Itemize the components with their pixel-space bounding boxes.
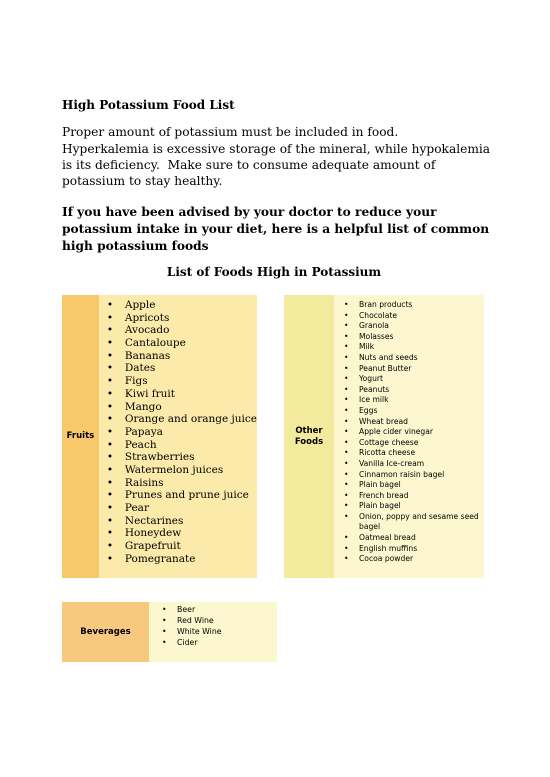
bullet-icon: • <box>106 299 114 311</box>
bullet-icon: • <box>106 324 114 337</box>
list-item-text: Ice milk <box>359 395 389 405</box>
list-item-text: Raisins <box>124 476 164 489</box>
list-item <box>344 332 484 343</box>
bullet-icon: • <box>344 321 349 331</box>
list-item <box>344 374 484 385</box>
list-item-text: Cocoa powder <box>359 554 414 564</box>
doctor-advice-paragraph: If you have been advised by your doctor to reduce your potassium intake in your diet, here is a helpful list of common high potassium foods <box>62 205 490 253</box>
list-item-text: Apricots <box>124 311 170 324</box>
list-item <box>344 364 484 375</box>
list-item-text: Cinnamon raisin bagel <box>359 469 445 479</box>
list-item-text: Vanilla Ice-cream <box>359 458 425 468</box>
bullet-icon: • <box>106 337 114 350</box>
list-item <box>107 451 257 464</box>
list-item-text: Kiwi fruit <box>124 387 176 400</box>
list-item <box>344 311 484 322</box>
list-item-text: Apple cider vinegar <box>359 427 434 437</box>
list-item-text: Orange and orange juice <box>124 413 257 426</box>
list-item <box>344 300 484 311</box>
list-item-text: Milk <box>359 342 375 352</box>
list-item <box>107 299 257 312</box>
intro-paragraph: Proper amount of potassium must be included in food. <box>62 125 399 139</box>
bullet-icon: • <box>344 458 349 468</box>
list-item <box>107 388 257 401</box>
list-item-text: Bran products <box>359 300 413 309</box>
list-item <box>344 406 484 417</box>
list-item-text: Prunes and prune juice <box>124 489 249 502</box>
list-item <box>107 439 257 452</box>
list-item <box>107 515 257 528</box>
fruits-list-panel <box>99 295 257 578</box>
bullet-icon: • <box>106 375 114 388</box>
list-item <box>344 512 484 533</box>
list-item-text: Molasses <box>359 331 394 341</box>
bullet-icon: • <box>106 400 114 413</box>
list-item-text: Ricotta cheese <box>359 448 416 458</box>
list-item <box>107 489 257 502</box>
bullet-icon: • <box>162 605 167 614</box>
list-item <box>107 477 257 490</box>
list-item-text: Dates <box>124 362 156 375</box>
list-item-text: Beer <box>177 605 196 614</box>
bullet-icon: • <box>106 311 114 324</box>
bullet-icon: • <box>106 349 114 362</box>
beverages-category-label: Beverages <box>62 602 149 662</box>
list-item-text: Peanuts <box>359 384 390 394</box>
bullet-icon: • <box>344 352 349 362</box>
list-item <box>107 312 257 325</box>
list-item <box>107 350 257 363</box>
bullet-icon: • <box>344 480 349 490</box>
list-item <box>344 491 484 502</box>
list-item-text: Eggs <box>359 405 378 415</box>
bullet-icon: • <box>344 543 349 553</box>
list-item <box>107 362 257 375</box>
list-item <box>107 375 257 388</box>
bullet-icon: • <box>344 384 349 394</box>
list-item <box>107 401 257 414</box>
bullet-icon: • <box>106 489 114 502</box>
list-item <box>107 502 257 515</box>
bullet-icon: • <box>344 374 349 384</box>
bullet-icon: • <box>106 552 114 565</box>
list-item-text: Red Wine <box>177 616 214 625</box>
bullet-icon: • <box>344 363 349 373</box>
document-title: High Potassium Food List <box>62 98 235 112</box>
list-item <box>344 480 484 491</box>
list-item <box>162 626 277 637</box>
bullet-icon: • <box>344 427 349 437</box>
list-item-text: Mango <box>124 400 162 413</box>
list-item <box>344 427 484 438</box>
bullet-icon: • <box>106 463 114 476</box>
list-item-text: Cottage cheese <box>359 437 419 447</box>
list-item <box>344 342 484 353</box>
list-item <box>344 448 484 459</box>
list-item-text: Pomegranate <box>124 552 196 565</box>
bullet-icon: • <box>344 310 349 320</box>
bullet-icon: • <box>344 300 349 309</box>
other-foods-label-line2: Foods <box>294 436 324 447</box>
list-item-text: Plain bagel <box>359 501 401 511</box>
list-item <box>344 353 484 364</box>
advice-text: Make sure to consume adequate amount of potassium to stay healthy. <box>62 158 436 188</box>
bullet-icon: • <box>106 413 114 426</box>
list-item-text: Plain bagel <box>359 480 401 490</box>
list-item-text: Watermelon juices <box>124 463 224 476</box>
other-foods-label-line1: Other <box>295 425 323 436</box>
list-item <box>107 337 257 350</box>
list-item-text: Chocolate <box>359 310 397 320</box>
list-item <box>107 324 257 337</box>
beverages-table <box>62 602 277 662</box>
beverages-list-panel <box>149 602 277 662</box>
list-item-text: Honeydew <box>124 527 182 540</box>
list-item-text: Papaya <box>124 425 163 438</box>
bullet-icon: • <box>106 438 114 451</box>
list-item-text: Strawberries <box>124 451 195 464</box>
bullet-icon: • <box>344 469 349 479</box>
other-foods-list <box>334 295 484 565</box>
bullet-icon: • <box>106 425 114 438</box>
other-foods-table <box>284 295 484 578</box>
other-foods-category-label <box>284 295 334 578</box>
list-item-text: Apple <box>124 299 156 311</box>
bullet-icon: • <box>106 502 114 514</box>
list-item <box>107 426 257 439</box>
list-item-text: Yogurt <box>359 374 384 384</box>
bullet-icon: • <box>344 554 349 564</box>
list-item <box>344 417 484 428</box>
list-item <box>107 527 257 540</box>
bullet-icon: • <box>106 540 114 553</box>
list-item <box>344 554 484 565</box>
list-item-text: Cantaloupe <box>124 337 186 350</box>
list-item <box>344 321 484 332</box>
list-item-text: French bread <box>359 490 409 500</box>
list-item-text: Grapefruit <box>124 540 181 553</box>
list-item <box>162 637 277 648</box>
list-item-text: Avocado <box>124 324 170 337</box>
fruits-category-label: Fruits <box>62 295 99 578</box>
definition-text: Hyperkalemia is excessive storage of the mineral, while hypokalemia is its deficiency. <box>62 142 491 172</box>
bullet-icon: • <box>106 451 114 464</box>
list-item <box>107 540 257 553</box>
list-item <box>107 464 257 477</box>
list-item <box>162 604 277 615</box>
list-item-text: Wheat bread <box>359 416 408 426</box>
bullet-icon: • <box>106 527 114 540</box>
bullet-icon: • <box>344 501 349 511</box>
list-item-text: Oatmeal bread <box>359 533 416 543</box>
bullet-icon: • <box>162 627 167 636</box>
list-title: List of Foods High in Potassium <box>166 265 382 279</box>
list-item-text: Peach <box>124 438 157 451</box>
bullet-icon: • <box>344 511 349 521</box>
list-item <box>344 459 484 470</box>
list-item-text: White Wine <box>177 627 222 636</box>
list-item-text: Nuts and seeds <box>359 352 418 362</box>
list-item <box>107 413 257 426</box>
bullet-icon: • <box>162 616 167 625</box>
list-item <box>344 501 484 512</box>
list-item <box>107 553 257 566</box>
bullet-icon: • <box>344 533 349 543</box>
list-item-text: English muffins <box>359 543 418 553</box>
bullet-icon: • <box>344 490 349 500</box>
fruits-table <box>62 295 257 578</box>
other-foods-list-panel <box>334 295 484 578</box>
fruits-list <box>99 295 257 565</box>
list-item-text: Cider <box>177 638 198 647</box>
bullet-icon: • <box>344 342 349 352</box>
list-item <box>344 438 484 449</box>
bullet-icon: • <box>106 514 114 527</box>
bullet-icon: • <box>106 387 114 400</box>
list-item-text: Peanut Butter <box>359 363 412 373</box>
list-item-text: Nectarines <box>124 514 184 527</box>
list-item <box>344 395 484 406</box>
list-item-text: Figs <box>124 375 148 388</box>
list-item-text: Pear <box>124 502 149 514</box>
beverages-list <box>149 602 277 648</box>
list-item-text: Onion, poppy and sesame seed bagel <box>359 511 479 532</box>
bullet-icon: • <box>106 362 114 375</box>
list-item <box>344 544 484 555</box>
bullet-icon: • <box>344 395 349 405</box>
bullet-icon: • <box>344 405 349 415</box>
bullet-icon: • <box>344 416 349 426</box>
list-item <box>162 615 277 626</box>
bullet-icon: • <box>344 448 349 458</box>
list-item <box>344 470 484 481</box>
list-item-text: Granola <box>359 321 389 331</box>
list-item-text: Bananas <box>124 349 171 362</box>
bullet-icon: • <box>344 437 349 447</box>
bullet-icon: • <box>106 476 114 489</box>
list-item <box>344 385 484 396</box>
definition-paragraph <box>62 141 502 189</box>
bullet-icon: • <box>344 331 349 341</box>
list-item <box>344 533 484 544</box>
bullet-icon: • <box>162 638 167 647</box>
